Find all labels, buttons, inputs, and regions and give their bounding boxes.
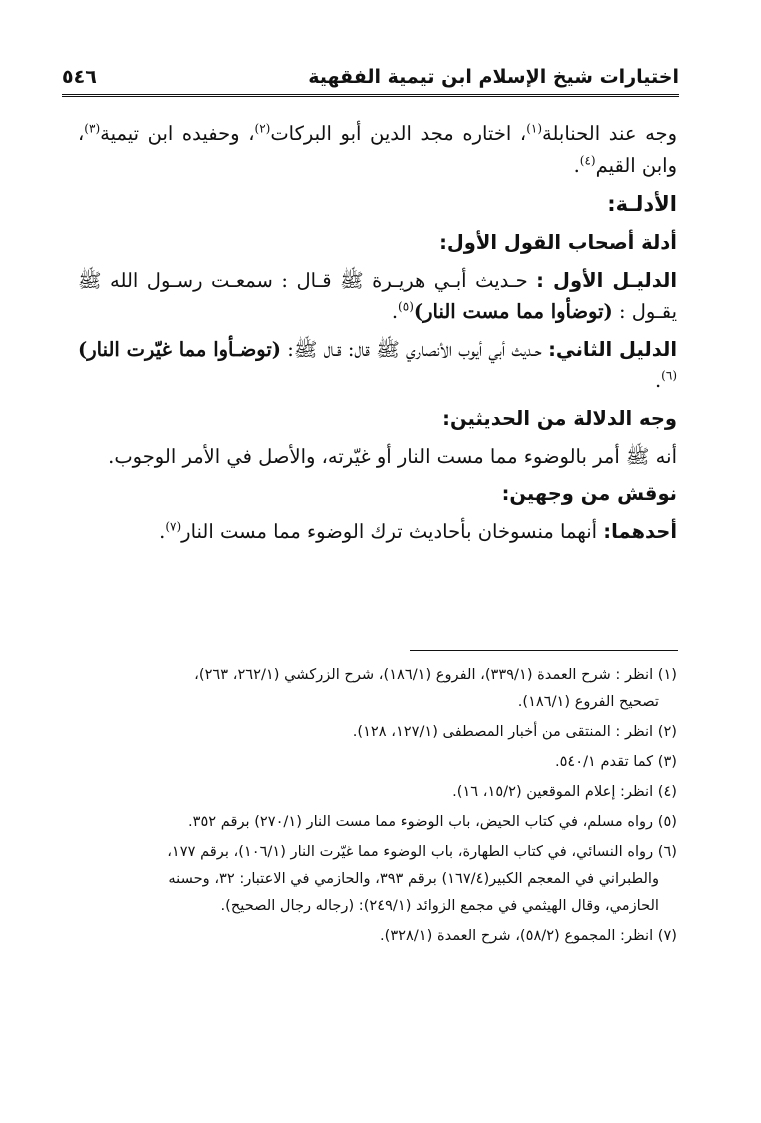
objection-1: [78, 516, 677, 548]
intro-text-4: ، وابن القيم: [78, 122, 677, 177]
proof-2-hadith: (توضـأوا مما غيّرت النار): [78, 337, 281, 361]
footnote-5: [78, 809, 677, 836]
objection-1-text: أنهما منسوخان بأحاديث ترك الوضوء مما مست النار: [181, 519, 604, 543]
footnote-line: (٣) كما تقدم ٥٤٠/١.: [554, 752, 677, 770]
footnote-line: (٧) انظر: المجموع (٥٨/٢)، شرح العمدة (٣٢٨/١).: [379, 926, 677, 944]
footnote-line: الحازمي، وقال الهيثمي في مجمع الزوائد (٢٤٩/١): (رجاله رجال الصحيح).: [220, 896, 659, 914]
proof-1-end: .: [391, 300, 399, 324]
running-title: اختيارات شيخ الإسلام ابن تيمية الفقهية: [308, 66, 679, 88]
footnote-line: والطبراني في المعجم الكبير(١٦٧/٤) برقم ٣٩٣، والحازمي في الاعتبار: ٣٢، وحسنه: [168, 869, 659, 887]
intro-text-2: ، اختاره مجد الدين أبو البركات: [270, 122, 527, 145]
footnote-ref-1: (١): [526, 121, 543, 136]
footnote-3: [78, 749, 677, 776]
proof-2: [78, 334, 677, 397]
footnote-6: [78, 839, 677, 920]
proof-1-label: الدليـل الأول :: [536, 268, 678, 292]
proof-1: [78, 265, 677, 328]
intro-text-5: .: [573, 153, 580, 177]
footnote-ref-3: (٣): [84, 121, 101, 136]
first-opinion-heading: أدلة أصحاب القول الأول:: [439, 231, 677, 255]
footnote-line: (١) انظر : شرح العمدة (٣٣٩/١)، الفروع (١٨٦/١)، شرح الزركشي (٢٦٢/١، ٢٦٣)،: [194, 666, 677, 683]
main-text: [78, 118, 677, 553]
intro-paragraph: [78, 118, 677, 181]
footnote-ref-4: (٤): [579, 153, 596, 168]
intro-text-1: وجه عند الحنابلة: [542, 122, 677, 145]
intro-text-3: ، وحفيده ابن تيمية: [100, 122, 255, 145]
footnote-7: [78, 923, 677, 950]
footnote-line: (٥) رواه مسلم، في كتاب الحيض، باب الوضوء مما مست النار (٢٧٠/١) برقم ٣٥٢.: [187, 812, 677, 830]
footnotes: [78, 662, 677, 953]
proof-1-text: حـديث أبـي هريـرة ﷺ قـال : سمعـت رسـول الله ﷺ يقـول :: [78, 268, 677, 324]
proof-2-text: حـديث أبي أيوب الأنصاري ﷺ قال: قـال ﷺ:: [281, 337, 549, 361]
footnote-ref-2: (٢): [254, 121, 271, 136]
evidence-heading: الأدلـة:: [607, 192, 677, 217]
page-number: ٥٤٦: [62, 66, 97, 88]
footnote-ref-5: (٥): [398, 299, 414, 314]
footnote-separator: [410, 650, 678, 651]
footnote-1: [78, 662, 677, 716]
footnote-ref-7: (٧): [165, 519, 182, 534]
footnote-line: (٤) انظر: إعلام الموقعين (١٥/٢، ١٦).: [452, 782, 677, 800]
footnote-line: (٢) انظر : المنتقى من أخبار المصطفى (١٢٧/١، ١٢٨).: [352, 722, 677, 740]
proof-1-hadith: (توضأوا مما مست النار): [413, 300, 613, 324]
proof-2-label: الدليل الثاني:: [548, 337, 678, 361]
indication-text: أنه ﷺ أمر بالوضوء مما مست النار أو غيّرته، والأصل في الأمر الوجوب.: [108, 444, 677, 468]
footnote-line: تصحيح الفروع (١٨٦/١).: [517, 692, 659, 710]
footnote-4: [78, 779, 677, 806]
footnote-line: (٦) رواه النسائي، في كتاب الطهارة، باب الوضوء مما غيّرت النار (١٠٦/١)، برقم ١٧٧،: [167, 842, 677, 860]
footnote-ref-6: (٦): [661, 368, 677, 383]
objection-1-label: أحدهما:: [603, 519, 677, 543]
footnote-2: [78, 719, 677, 746]
indication-heading: وجه الدلالة من الحديثين:: [442, 407, 677, 431]
objection-heading: نوقش من وجهين:: [501, 482, 677, 506]
running-header: [62, 60, 679, 97]
objection-1-end: .: [159, 519, 166, 543]
proof-2-end: .: [654, 369, 662, 393]
